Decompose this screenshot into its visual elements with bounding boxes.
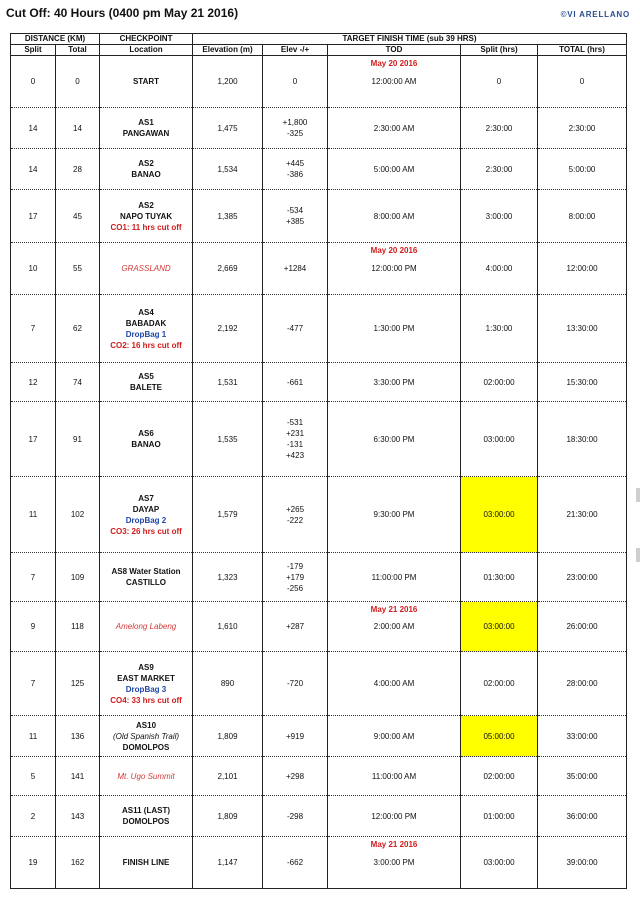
col-header-split: Split: [11, 45, 56, 56]
elevation-cell: 1,531: [193, 363, 263, 402]
total-km-cell: 91: [56, 402, 100, 477]
col-header-total: Total: [56, 45, 100, 56]
total-km-cell: 136: [56, 716, 100, 757]
split-km-cell: 14: [11, 149, 56, 190]
total-km-cell: 162: [56, 837, 100, 889]
elev-change-cell: [263, 553, 328, 602]
location-line: NAPO TUYAK: [119, 211, 173, 221]
total-hrs-cell: 23:00:00: [538, 553, 627, 602]
distance-group-header: DISTANCE (KM): [11, 34, 100, 45]
location-line: CO4: 33 hrs cut off: [110, 695, 182, 705]
date-label: May 21 2016: [370, 605, 418, 614]
total-km-cell: 74: [56, 363, 100, 402]
tod-value: 2:00:00 AM: [373, 622, 415, 631]
location-line: AS11 (LAST): [122, 806, 171, 815]
location-cell: [100, 716, 193, 757]
split-hrs-cell: 03:00:00: [461, 477, 538, 553]
tod-value: 6:30:00 PM: [373, 434, 415, 444]
location-line: AS5: [138, 372, 154, 381]
elev-change-value: +179: [286, 572, 305, 582]
elev-change-value: 0: [292, 77, 298, 86]
elev-change-value: +445: [286, 159, 305, 168]
elevation-cell: 1,579: [193, 477, 263, 553]
total-hrs-cell: 15:30:00: [538, 363, 627, 402]
tod-cell: [328, 190, 461, 243]
table-row: [11, 477, 627, 553]
tod-cell: [328, 402, 461, 477]
split-km-cell: 17: [11, 402, 56, 477]
split-hrs-cell: 2:30:00: [461, 108, 538, 149]
total-hrs-cell: 26:00:00: [538, 602, 627, 652]
location-line: CO1: 11 hrs cut off: [110, 222, 182, 232]
elev-change-cell: [263, 363, 328, 402]
elev-change-value: +298: [286, 771, 305, 781]
location-line: DropBag 3: [125, 684, 167, 694]
location-line: CASTILLO: [126, 578, 167, 587]
tod-cell: [328, 652, 461, 716]
location-line: FINISH LINE: [122, 858, 170, 867]
table-row: [11, 602, 627, 652]
table-row: [11, 553, 627, 602]
elev-change-cell: [263, 796, 328, 837]
location-cell: [100, 108, 193, 149]
tod-value: 11:00:00 PM: [371, 572, 417, 582]
tod-value: 11:00:00 AM: [371, 771, 417, 781]
split-hrs-cell: 0: [461, 56, 538, 108]
elev-change-value: -222: [287, 515, 304, 525]
location-line: Amelong Labeng: [115, 622, 177, 631]
elev-change-cell: [263, 402, 328, 477]
column-header-row: [11, 45, 627, 56]
total-km-cell: 141: [56, 757, 100, 796]
tod-cell: [328, 837, 461, 889]
tod-value: 1:30:00 PM: [373, 324, 415, 333]
total-km-cell: 118: [56, 602, 100, 652]
tod-value: 9:30:00 PM: [373, 510, 415, 519]
elev-change-value: -131: [287, 440, 304, 449]
table-row: [11, 402, 627, 477]
location-cell: [100, 553, 193, 602]
split-hrs-cell: 03:00:00: [461, 402, 538, 477]
col-header-location: Location: [100, 45, 193, 56]
total-km-cell: 45: [56, 190, 100, 243]
elevation-cell: 2,669: [193, 243, 263, 295]
location-line: AS2: [138, 200, 154, 210]
table-row: [11, 716, 627, 757]
location-line: AS1: [138, 118, 154, 127]
split-hrs-cell: 4:00:00: [461, 243, 538, 295]
date-label: May 21 2016: [370, 840, 418, 849]
tod-value: 8:00:00 AM: [373, 211, 415, 221]
location-line: CO3: 26 hrs cut off: [110, 526, 182, 536]
total-km-cell: 14: [56, 108, 100, 149]
split-km-cell: 0: [11, 56, 56, 108]
location-line: BANAO: [131, 440, 161, 449]
total-hrs-cell: 12:00:00: [538, 243, 627, 295]
elev-change-cell: [263, 837, 328, 889]
table-row: [11, 757, 627, 796]
location-cell: [100, 190, 193, 243]
elev-change-value: -179: [287, 561, 304, 571]
table-row: [11, 108, 627, 149]
elev-change-cell: [263, 757, 328, 796]
location-cell: [100, 149, 193, 190]
tod-value: 4:00:00 AM: [373, 679, 415, 688]
table-row: [11, 796, 627, 837]
total-hrs-cell: 39:00:00: [538, 837, 627, 889]
total-hrs-cell: 18:30:00: [538, 402, 627, 477]
elev-change-cell: [263, 602, 328, 652]
table-row: [11, 837, 627, 889]
tod-cell: [328, 363, 461, 402]
elev-change-value: -477: [287, 324, 304, 333]
location-cell: [100, 243, 193, 295]
split-km-cell: 12: [11, 363, 56, 402]
table-row: [11, 295, 627, 363]
split-hrs-cell: 1:30:00: [461, 295, 538, 363]
tod-cell: [328, 602, 461, 652]
col-header-elevation: Elevation (m): [193, 45, 263, 56]
split-km-cell: 9: [11, 602, 56, 652]
elev-change-value: +1,800: [282, 118, 308, 127]
elev-change-cell: [263, 652, 328, 716]
total-hrs-cell: 33:00:00: [538, 716, 627, 757]
location-line: DAYAP: [132, 504, 160, 514]
elevation-cell: 1,323: [193, 553, 263, 602]
elevation-cell: 1,475: [193, 108, 263, 149]
location-cell: [100, 602, 193, 652]
elev-change-cell: [263, 716, 328, 757]
tod-cell: [328, 295, 461, 363]
split-hrs-cell: 01:30:00: [461, 553, 538, 602]
split-km-cell: 7: [11, 295, 56, 363]
total-km-cell: 102: [56, 477, 100, 553]
split-km-cell: 11: [11, 716, 56, 757]
split-hrs-cell: 01:00:00: [461, 796, 538, 837]
elevation-cell: 1,534: [193, 149, 263, 190]
elev-change-value: -534: [287, 206, 304, 215]
group-header-row: [11, 34, 627, 45]
location-cell: [100, 363, 193, 402]
elev-change-value: +919: [286, 731, 305, 741]
race-schedule-table: [10, 33, 627, 889]
col-header-total-hrs: TOTAL (hrs): [538, 45, 627, 56]
page-title: Cut Off: 40 Hours (0400 pm May 21 2016): [6, 6, 239, 20]
total-km-cell: 143: [56, 796, 100, 837]
tod-value: 5:00:00 AM: [373, 164, 415, 174]
location-line: START: [132, 77, 160, 86]
elev-change-cell: [263, 149, 328, 190]
elev-change-value: +265: [286, 504, 305, 514]
elev-change-cell: [263, 108, 328, 149]
location-line: CO2: 16 hrs cut off: [110, 340, 182, 350]
tod-value: 3:00:00 PM: [373, 858, 415, 867]
location-line: BANAO: [131, 170, 161, 179]
tod-cell: [328, 149, 461, 190]
total-hrs-cell: 0: [538, 56, 627, 108]
location-line: AS2: [138, 159, 154, 168]
split-hrs-cell: 05:00:00: [461, 716, 538, 757]
split-hrs-cell: 03:00:00: [461, 602, 538, 652]
elev-change-cell: [263, 56, 328, 108]
location-line: EAST MARKET: [117, 673, 175, 683]
table-row: [11, 56, 627, 108]
elev-change-value: -720: [287, 679, 304, 688]
tod-cell: [328, 757, 461, 796]
tod-value: 12:00:00 PM: [371, 811, 417, 821]
total-hrs-cell: 13:30:00: [538, 295, 627, 363]
location-line: BABADAK: [125, 318, 167, 328]
total-km-cell: 62: [56, 295, 100, 363]
elev-change-value: -325: [287, 129, 304, 138]
total-km-cell: 125: [56, 652, 100, 716]
elevation-cell: 1,147: [193, 837, 263, 889]
col-header-tod: TOD: [328, 45, 461, 56]
split-km-cell: 2: [11, 796, 56, 837]
tod-cell: [328, 243, 461, 295]
location-line: AS8 Water Station: [111, 567, 181, 576]
elevation-cell: 1,610: [193, 602, 263, 652]
date-label: May 20 2016: [370, 246, 418, 255]
total-hrs-cell: 8:00:00: [538, 190, 627, 243]
elev-change-value: -662: [287, 858, 304, 867]
split-km-cell: 7: [11, 652, 56, 716]
tod-value: 2:30:00 AM: [373, 123, 415, 133]
split-hrs-cell: 03:00:00: [461, 837, 538, 889]
elev-change-value: -661: [287, 377, 304, 387]
total-hrs-cell: 21:30:00: [538, 477, 627, 553]
elev-change-value: -298: [287, 811, 304, 821]
location-cell: [100, 652, 193, 716]
split-hrs-cell: 02:00:00: [461, 757, 538, 796]
tod-cell: [328, 108, 461, 149]
elevation-cell: 2,101: [193, 757, 263, 796]
total-km-cell: 28: [56, 149, 100, 190]
location-line: DOMOLPOS: [122, 817, 170, 826]
elevation-cell: 2,192: [193, 295, 263, 363]
location-cell: [100, 295, 193, 363]
split-km-cell: 14: [11, 108, 56, 149]
location-cell: [100, 402, 193, 477]
tod-value: 12:00:00 PM: [371, 264, 417, 273]
total-km-cell: 0: [56, 56, 100, 108]
location-line: AS7: [138, 493, 154, 503]
split-hrs-cell: 02:00:00: [461, 363, 538, 402]
location-line: PANGAWAN: [122, 129, 170, 138]
split-km-cell: 5: [11, 757, 56, 796]
split-km-cell: 10: [11, 243, 56, 295]
location-line: GRASSLAND: [121, 264, 171, 273]
location-cell: [100, 56, 193, 108]
total-hrs-cell: 35:00:00: [538, 757, 627, 796]
col-header-split-hrs: Split (hrs): [461, 45, 538, 56]
elev-change-value: -386: [287, 170, 304, 179]
location-line: Mt. Ugo Summit: [117, 771, 175, 781]
location-line: AS6: [138, 429, 154, 438]
tod-cell: [328, 477, 461, 553]
table-row: [11, 243, 627, 295]
split-km-cell: 7: [11, 553, 56, 602]
elev-change-value: +287: [286, 622, 305, 631]
elev-change-cell: [263, 295, 328, 363]
total-hrs-cell: 5:00:00: [538, 149, 627, 190]
tod-cell: [328, 56, 461, 108]
split-hrs-cell: 2:30:00: [461, 149, 538, 190]
total-hrs-cell: 28:00:00: [538, 652, 627, 716]
location-line: BALETE: [130, 383, 163, 392]
table-row: [11, 190, 627, 243]
split-km-cell: 11: [11, 477, 56, 553]
elevation-cell: 1,385: [193, 190, 263, 243]
location-line: DropBag 2: [125, 515, 167, 525]
edge-scroll-marker: [636, 548, 640, 562]
checkpoint-group-header: CHECKPOINT: [100, 34, 193, 45]
location-line: AS4: [138, 307, 154, 317]
date-label: May 20 2016: [370, 59, 418, 68]
tod-value: 3:30:00 PM: [373, 377, 415, 387]
elev-change-value: -256: [287, 583, 304, 593]
table-row: [11, 363, 627, 402]
elevation-cell: 890: [193, 652, 263, 716]
total-km-cell: 55: [56, 243, 100, 295]
elev-change-value: +231: [286, 429, 305, 438]
location-line: DropBag 1: [125, 329, 167, 339]
split-km-cell: 19: [11, 837, 56, 889]
table-row: [11, 149, 627, 190]
table-row: [11, 652, 627, 716]
location-cell: [100, 796, 193, 837]
target-finish-group-header: TARGET FINISH TIME (sub 39 HRS): [193, 34, 627, 45]
elevation-cell: 1,809: [193, 796, 263, 837]
total-hrs-cell: 2:30:00: [538, 108, 627, 149]
split-hrs-cell: 02:00:00: [461, 652, 538, 716]
tod-cell: [328, 553, 461, 602]
elev-change-cell: [263, 243, 328, 295]
tod-value: 9:00:00 AM: [373, 731, 415, 741]
col-header-elev-change: Elev -/+: [263, 45, 328, 56]
tod-cell: [328, 716, 461, 757]
elev-change-value: +423: [286, 451, 305, 460]
total-hrs-cell: 36:00:00: [538, 796, 627, 837]
location-line: AS9: [138, 662, 154, 672]
elev-change-value: +1284: [283, 264, 307, 273]
elevation-cell: 1,535: [193, 402, 263, 477]
schedule-body: [11, 56, 627, 889]
credit-watermark: ©VI ARELLANO: [560, 10, 630, 19]
location-cell: [100, 837, 193, 889]
location-line: (Old Spanish Trail): [112, 731, 180, 741]
elev-change-cell: [263, 190, 328, 243]
tod-value: 12:00:00 AM: [371, 77, 417, 86]
split-hrs-cell: 3:00:00: [461, 190, 538, 243]
elev-change-value: +385: [286, 217, 305, 226]
elevation-cell: 1,809: [193, 716, 263, 757]
elev-change-cell: [263, 477, 328, 553]
elevation-cell: 1,200: [193, 56, 263, 108]
location-line: DOMOLPOS: [122, 742, 170, 752]
edge-scroll-marker: [636, 488, 640, 502]
elev-change-value: -531: [287, 418, 304, 427]
location-cell: [100, 757, 193, 796]
split-km-cell: 17: [11, 190, 56, 243]
total-km-cell: 109: [56, 553, 100, 602]
location-cell: [100, 477, 193, 553]
tod-cell: [328, 796, 461, 837]
location-line: AS10: [136, 720, 157, 730]
